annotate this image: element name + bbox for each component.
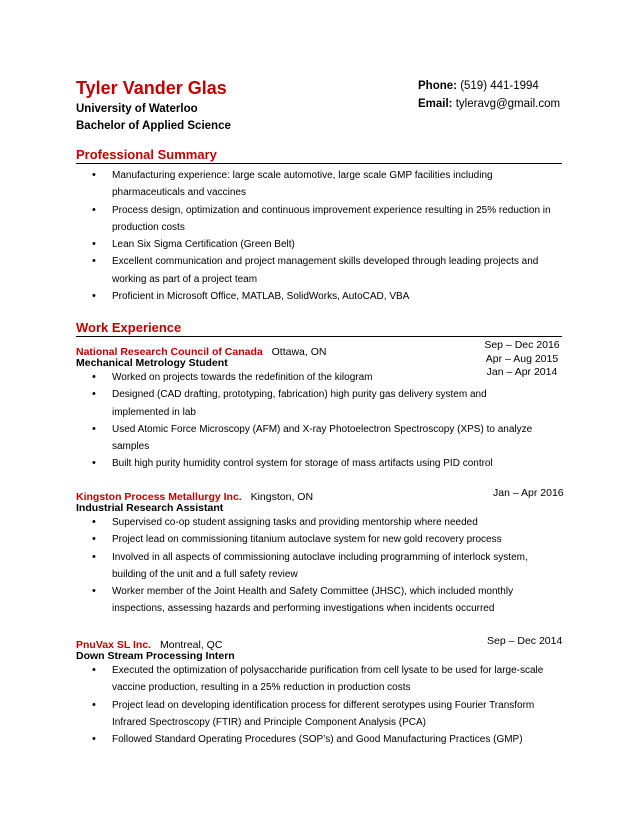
job-bullets <box>76 662 556 748</box>
job-date: Sep – Dec 2014 <box>487 635 563 647</box>
job-location: Ottawa, ON <box>271 346 327 358</box>
job-bullet: • Worker member of the Joint Health and Safety Committee (JHSC), which included monthly inspections, assessing hazards and performing investigations when incidents occurred <box>76 583 556 618</box>
phone-label: Phone: <box>418 80 457 92</box>
job-role: Industrial Research Assistant <box>76 502 224 514</box>
summary-item: • Excellent communication and project management skills developed through leading projects and working as part of a project team <box>76 253 556 288</box>
summary-divider <box>76 163 562 164</box>
work-divider <box>76 336 562 337</box>
summary-item: • Manufacturing experience: large scale automotive, large scale GMP facilities including pharmaceuticals and vaccines <box>76 167 556 202</box>
job-bullet: • Designed (CAD drafting, prototyping, fabrication) high purity gas delivery system and implemented in lab <box>76 386 546 421</box>
phone-value: (519) 441-1994 <box>460 80 539 92</box>
job-bullet: • Worked on projects towards the redefinition of the kilogram <box>76 369 546 386</box>
email-label: Email: <box>418 98 453 110</box>
job-date: Jan – Apr 2016 <box>493 487 564 499</box>
summary-item: • Lean Six Sigma Certification (Green Belt) <box>76 236 556 253</box>
job-bullet: • Project lead on commissioning titanium autoclave system for new gold recovery process <box>76 531 556 548</box>
candidate-name: Tyler Vander Glas <box>76 78 227 98</box>
job-org: Kingston Process Metallurgy Inc. <box>76 491 242 503</box>
job-bullets <box>76 369 546 473</box>
job-bullet: • Executed the optimization of polysaccharide purification from cell lysate to be used for large-scale vaccine production, resulting in a 25% reduction in production costs <box>76 662 556 697</box>
summary-item: • Proficient in Microsoft Office, MATLAB, SolidWorks, AutoCAD, VBA <box>76 288 556 305</box>
job-bullet: • Used Atomic Force Microscopy (AFM) and X-ray Photoelectron Spectroscopy (XPS) to analyze samples <box>76 421 546 456</box>
work-heading: Work Experience <box>76 320 182 335</box>
job-date: Sep – Dec 2016 <box>484 339 560 351</box>
job-bullet: • Project lead on developing identification process for different serotypes using Fourier Transform Infrared Spectroscopy (FTIR) and Principle Component Analysis (PCA) <box>76 697 556 732</box>
email-value[interactable]: tyleravg@gmail.com <box>455 98 561 110</box>
job-bullets <box>76 514 556 618</box>
summary-list <box>76 167 556 305</box>
university: University of Waterloo <box>76 103 198 115</box>
degree: Bachelor of Applied Science <box>76 120 231 132</box>
job-role: Down Stream Processing Intern <box>76 650 235 662</box>
summary-heading: Professional Summary <box>76 147 217 162</box>
job-bullet: • Involved in all aspects of commissioning autoclave including programming of interlock system, building of the unit and a full safety review <box>76 549 556 584</box>
phone-line <box>418 80 539 92</box>
job-bullet: • Followed Standard Operating Procedures (SOP’s) and Good Manufacturing Practices (GMP) <box>76 731 556 748</box>
job-org: National Research Council of Canada <box>76 346 263 358</box>
job-bullet: • Supervised co-op student assigning tasks and providing mentorship where needed <box>76 514 556 531</box>
summary-item: • Process design, optimization and continuous improvement experience resulting in 25% reduction in production costs <box>76 202 556 237</box>
job-date: Jan – Apr 2014 <box>486 366 558 378</box>
job-date: Apr – Aug 2015 <box>485 352 559 365</box>
job-location: Montreal, QC <box>159 639 223 651</box>
job-location: Kingston, ON <box>250 491 314 503</box>
email-line <box>418 98 560 110</box>
job-role: Mechanical Metrology Student <box>76 357 228 369</box>
job-bullet: • Built high purity humidity control system for storage of mass artifacts using PID control <box>76 455 546 472</box>
job-org: PnuVax SL Inc. <box>76 639 152 651</box>
